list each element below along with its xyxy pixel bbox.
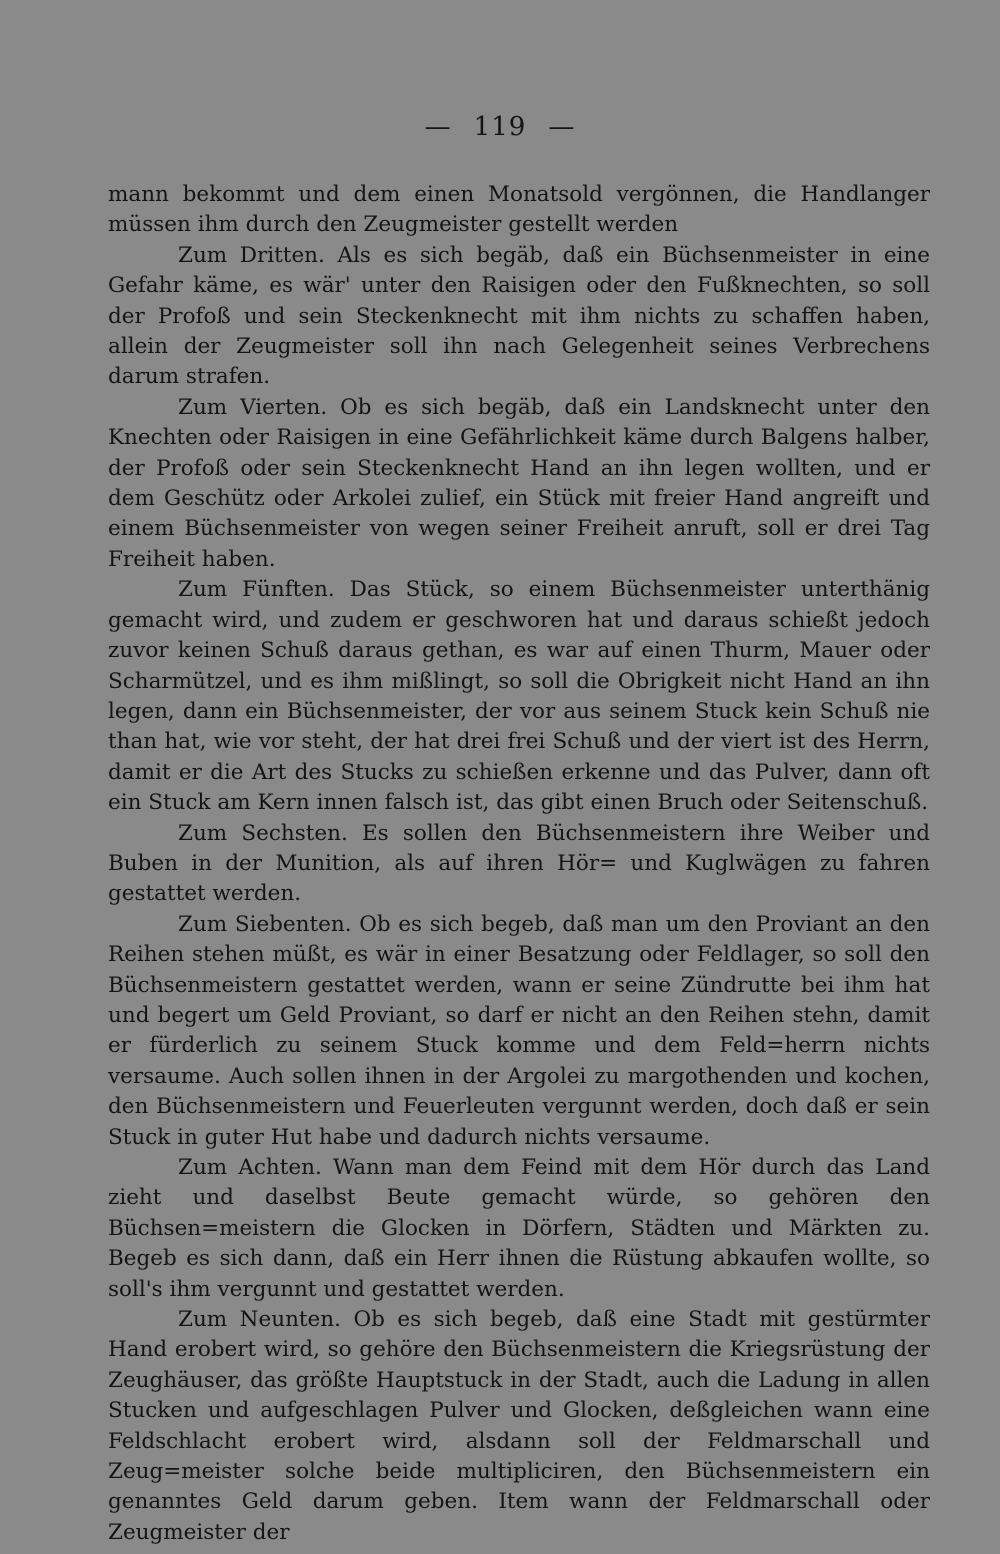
body-text — [108, 180, 930, 1548]
paragraph-zum-neunten: Zum Neunten. Ob es sich begeb, daß eine Stadt mit gestürmter Hand erobert wird, so gehöre den Büchsenmeistern die Kriegsrüstung der Zeughäuser, das größte Hauptstuck in der Stadt, auch die Ladung in allen Stucken und aufgeschlagen Pulver und Glocken, deßgleichen wann eine Feldschlacht erobert wird, alsdann soll der Feldmarschall und Zeug=meister solche beide multipliciren, den Büchsenmeistern ein genanntes Geld darum geben. Item wann der Feldmarschall oder Zeugmeister der — [108, 1307, 930, 1545]
paragraph-zum-dritten: Zum Dritten. Als es sich begäb, daß ein Büchsenmeister in eine Gefahr käme, es wär' unter den Raisigen oder den Fußknechten, so soll der Profoß und sein Steckenknecht mit ihm nichts zu schaffen haben, allein der Zeugmeister soll ihn nach Gelegenheit seines Verbrechens darum strafen. — [108, 242, 930, 390]
paragraph-zum-vierten: Zum Vierten. Ob es sich begäb, daß ein Landsknecht unter den Knechten oder Raisigen in eine Gefährlichkeit käme durch Balgens halber, der Profoß oder sein Steckenknecht Hand an ihn legen wollten, und er dem Geschütz oder Arkolei zulief, ein Stück mit freier Hand angreift und einem Büchsenmeister von wegen seiner Freiheit anruft, soll er drei Tag Freiheit haben. — [108, 394, 930, 572]
header-dash-left: — — [424, 112, 452, 142]
paragraph-zum-sechsten: Zum Sechsten. Es sollen den Büchsenmeistern ihre Weiber und Buben in der Munition, als auf ihren Hör= und Kuglwägen zu fahren gestattet werden. — [108, 820, 930, 907]
paragraph-zum-fuenften: Zum Fünften. Das Stück, so einem Büchsenmeister unterthänig gemacht wird, und zudem er geschworen hat und daraus schießt jedoch zuvor keinen Schuß daraus gethan, es war auf einen Thurm, Mauer oder Scharmützel, und es ihm mißlingt, so soll die Obrigkeit nicht Hand an ihn legen, dann ein Büchsenmeister, der vor aus seinem Stuck kein Schuß nie than hat, wie vor steht, der hat drei frei Schuß und der viert ist des Herrn, damit er die Art des Stucks zu schießen erkenne und das Pulver, dann oft ein Stuck am Kern innen falsch ist, das gibt einen Bruch oder Seitenschuß. — [108, 577, 930, 816]
header-dash-right: — — [548, 112, 576, 142]
paragraph-zum-siebenten: Zum Siebenten. Ob es sich begeb, daß man um den Proviant an den Reihen stehen müßt, es wär in einer Besatzung oder Feldlager, so soll den Büchsenmeistern gestattet werden, wann er seine Zündrutte bei ihm hat und begert um Geld Proviant, so darf er nicht an den Reihen stehn, damit er fürderlich zu seinem Stuck komme und dem Feld=herrn nichts versaume. Auch sollen ihnen in der Argolei zu margothenden und kochen, den Büchsenmeistern und Feuerleuten vergunnt werden, doch daß er sein Stuck in guter Hut habe und dadurch nichts versaume. — [108, 911, 930, 1150]
page-number: 119 — [473, 112, 527, 142]
paragraph-continuation: mann bekommt und dem einen Monatsold vergönnen, die Handlanger müssen ihm durch den Zeugmeister gestellt werden — [108, 182, 930, 238]
paragraph-zum-achten: Zum Achten. Wann man dem Feind mit dem Hör durch das Land zieht und daselbst Beute gemacht würde, so gehören den Büchsen=meistern die Glocken in Dörfern, Städten und Märkten zu. Begeb es sich dann, daß ein Herr ihnen die Rüstung abkaufen wollte, so soll's ihm vergunnt und gestattet werden. — [108, 1155, 930, 1302]
page-header — [0, 112, 1000, 142]
